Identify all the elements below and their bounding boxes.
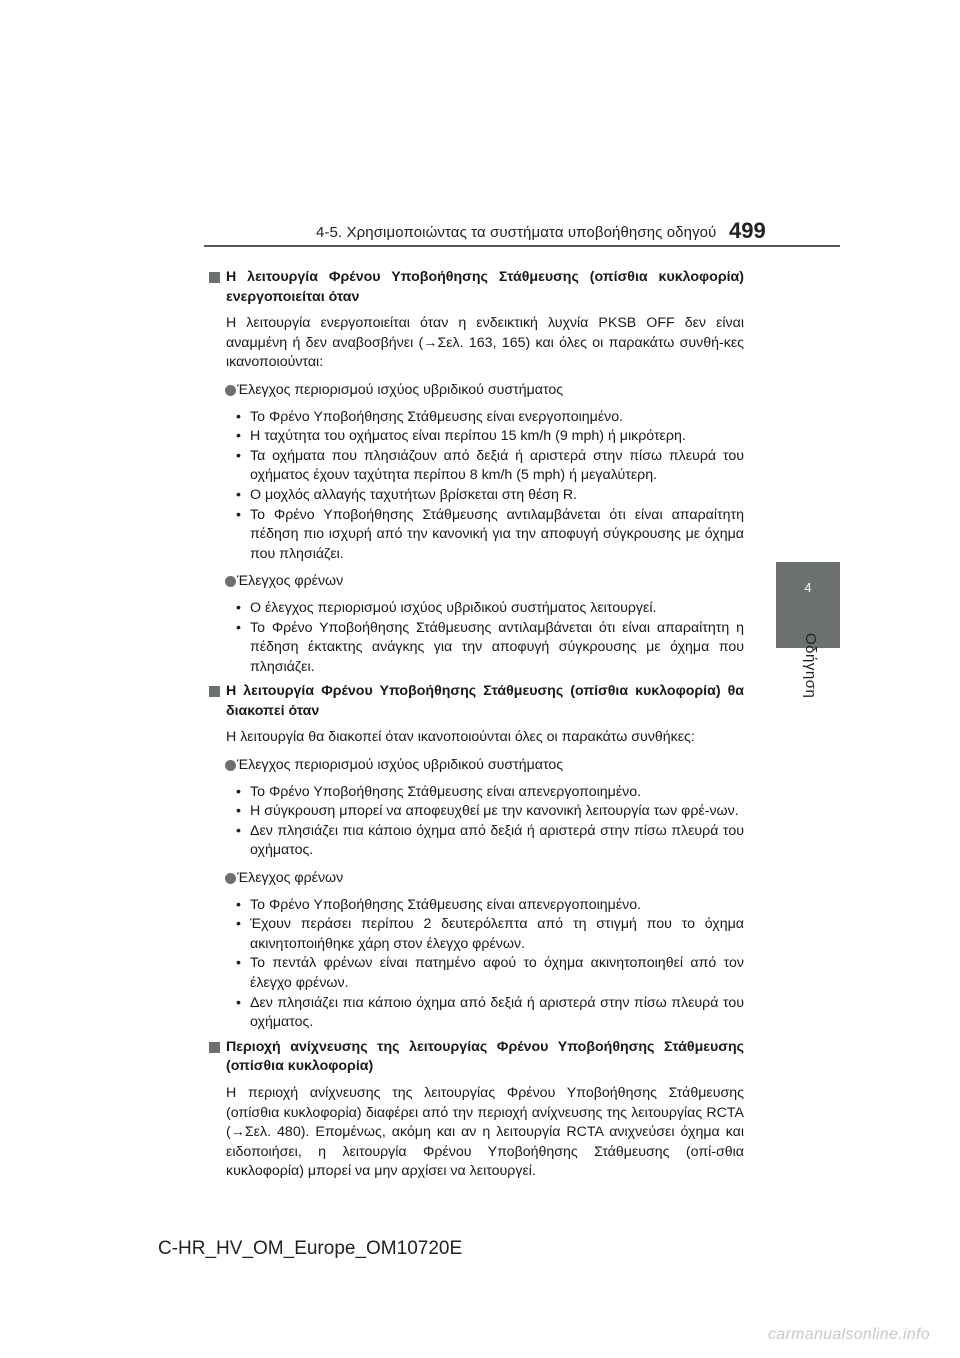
page-number: 499 — [729, 218, 766, 243]
condition-dot-icon — [225, 576, 236, 587]
bullet-list — [206, 783, 744, 861]
side-tab-label: Οδήγηση — [802, 633, 819, 699]
list-item — [206, 994, 744, 1033]
bullet-icon: • — [236, 783, 241, 800]
list-item-text: Ο έλεγχος περιορισμού ισχύος υβριδικού συστήματος λειτουργεί. — [250, 599, 657, 616]
section-heading-text: Η λειτουργία Φρένου Υποβοήθησης Στάθμευσης (οπίσθια κυκλοφορία) ενεργοποιείται όταν — [226, 269, 744, 305]
condition-dot-icon — [225, 873, 236, 884]
bullet-list — [206, 408, 744, 565]
list-item — [206, 447, 744, 486]
list-item-text: Το Φρένο Υποβοήθησης Στάθμευσης αντιλαμβάνεται ότι είναι απαραίτητη πέδηση πιο ισχυρή από την κανονική για την αποφυγή σύγκρουσης με όχημα που πλησιάζει. — [250, 506, 744, 562]
list-item-text: Ο μοχλός αλλαγής ταχυτήτων βρίσκεται στη θέση R. — [250, 486, 578, 503]
list-item-text: Η σύγκρουση μπορεί να αποφευχθεί με την κανονική λειτουργία των φρέ-νων. — [250, 803, 739, 820]
section-heading — [206, 1038, 744, 1077]
list-item — [206, 506, 744, 565]
watermark: carmanualsonline.info — [768, 1326, 930, 1343]
bullet-list — [206, 896, 744, 1033]
condition-label: Έλεγχος περιορισμού ισχύος υβριδικού συστήματος — [237, 381, 564, 398]
list-item-text: Έχουν περάσει περίπου 2 δευτερόλεπτα από τη στιγμή που το όχημα ακινητοποιήθηκε χάρη στον έλεγχο φρένων. — [250, 916, 744, 952]
bullet-icon: • — [236, 896, 241, 913]
section-heading-text: Η λειτουργία Φρένου Υποβοήθησης Στάθμευσης (οπίσθια κυκλοφορία) θα διακοπεί όταν — [226, 683, 744, 719]
list-item-text: Τα οχήματα που πλησιάζουν από δεξιά ή αριστερά στην πίσω πλευρά του οχήματος έχουν ταχύτητα περίπου 8 km/h (5 mph) ή μεγαλύτερη. — [250, 447, 744, 484]
bullet-icon: • — [236, 486, 241, 503]
list-item — [206, 915, 744, 954]
section-heading — [206, 268, 744, 307]
list-item-text: Η ταχύτητα του οχήματος είναι περίπου 15 km/h (9 mph) ή μικρότερη. — [250, 428, 686, 445]
bullet-icon: • — [236, 822, 241, 839]
list-item — [206, 896, 744, 916]
list-item-text: Το Φρένο Υποβοήθησης Στάθμευσης είναι απενεργοποιημένο. — [250, 896, 642, 913]
condition-label: Έλεγχος περιορισμού ισχύος υβριδικού συστήματος — [237, 757, 564, 774]
section-paragraph: Η περιοχή ανίχνευσης της λειτουργίας Φρένου Υποβοήθησης Στάθμευσης (οπίσθια κυκλοφορία) διαφέρει από την περιοχή ανίχνευσης της λειτουργίας RCTA (→Σελ. 480). Επομένως, ακόμη και αν η λειτουργία RCTA ανιχνεύσει όχημα και ειδοποιήσει, η λειτουργία Φρένου Υποβοήθησης Στάθμευσης (οπί-σθια κυκλοφορία) μπορεί να μην αρχίσει να λειτουργεί. — [226, 1084, 744, 1180]
list-item — [206, 486, 744, 506]
bullet-icon: • — [236, 599, 241, 616]
condition-heading — [206, 869, 744, 889]
bullet-icon: • — [236, 803, 241, 820]
list-item-text: Δεν πλησιάζει πια κάποιο όχημα από δεξιά ή αριστερά στην πίσω πλευρά του οχήματος. — [250, 994, 744, 1031]
bullet-icon: • — [236, 447, 241, 464]
chapter-title: 4-5. Χρησιμοποιώντας τα συστήματα υποβοήθησης οδηγού — [316, 224, 717, 241]
side-tab-number: 4 — [804, 580, 812, 595]
list-item-text: Δεν πλησιάζει πια κάποιο όχημα από δεξιά ή αριστερά στην πίσω πλευρά του οχήματος. — [250, 822, 744, 859]
condition-heading — [206, 381, 744, 401]
main-content — [206, 265, 744, 1182]
list-item — [206, 783, 744, 803]
bullet-icon: • — [236, 619, 241, 636]
list-item — [206, 619, 744, 678]
bullet-icon: • — [236, 916, 241, 933]
condition-heading — [206, 756, 744, 776]
bullet-icon: • — [236, 994, 241, 1011]
bullet-list — [206, 599, 744, 677]
list-item — [206, 822, 744, 861]
section-square-icon — [209, 1042, 220, 1053]
condition-dot-icon — [225, 760, 236, 771]
bullet-icon: • — [236, 955, 241, 972]
condition-label: Έλεγχος φρένων — [237, 573, 344, 590]
list-item-text: Το Φρένο Υποβοήθησης Στάθμευσης είναι ενεργοποιημένο. — [250, 408, 624, 425]
condition-dot-icon — [225, 385, 236, 396]
bullet-icon: • — [236, 506, 241, 523]
section-paragraph: Η λειτουργία ενεργοποιείται όταν η ενδεικτική λυχνία PKSB OFF δεν είναι αναμμένη ή δεν αναβοσβήνει (→Σελ. 163, 165) και όλες οι παρακάτω συνθή-κες ικανοποιούνται: — [226, 315, 744, 371]
list-item — [206, 802, 744, 822]
condition-heading — [206, 572, 744, 592]
footer-doc-id: C-HR_HV_OM_Europe_OM10720E — [158, 1238, 463, 1259]
list-item — [206, 427, 744, 447]
list-item-text: Το Φρένο Υποβοήθησης Στάθμευσης είναι απενεργοποιημένο. — [250, 783, 642, 800]
list-item-text: Το πεντάλ φρένων είναι πατημένο αφού το όχημα ακινητοποιηθεί από τον έλεγχο φρένων. — [250, 955, 744, 991]
list-item — [206, 408, 744, 428]
section-square-icon — [209, 272, 220, 283]
list-item-text: Το Φρένο Υποβοήθησης Στάθμευσης αντιλαμβάνεται ότι είναι απαραίτητη η πέδηση έκτακτης ανάγκης για την αποφυγή σύγκρουσης με όχημα που πλησιάζει. — [250, 619, 744, 675]
bullet-icon: • — [236, 408, 241, 425]
condition-label: Έλεγχος φρένων — [237, 870, 344, 887]
bullet-icon: • — [236, 428, 241, 445]
section-heading — [206, 682, 744, 721]
section-heading-text: Περιοχή ανίχνευσης της λειτουργίας Φρένου Υποβοήθησης Στάθμευσης (οπίσθια κυκλοφορία) — [226, 1038, 744, 1075]
section-square-icon — [209, 686, 220, 697]
list-item — [206, 599, 744, 619]
header-rule — [204, 245, 840, 247]
list-item — [206, 954, 744, 993]
section-paragraph: Η λειτουργία θα διακοπεί όταν ικανοποιούνται όλες οι παρακάτω συνθήκες: — [226, 729, 695, 746]
